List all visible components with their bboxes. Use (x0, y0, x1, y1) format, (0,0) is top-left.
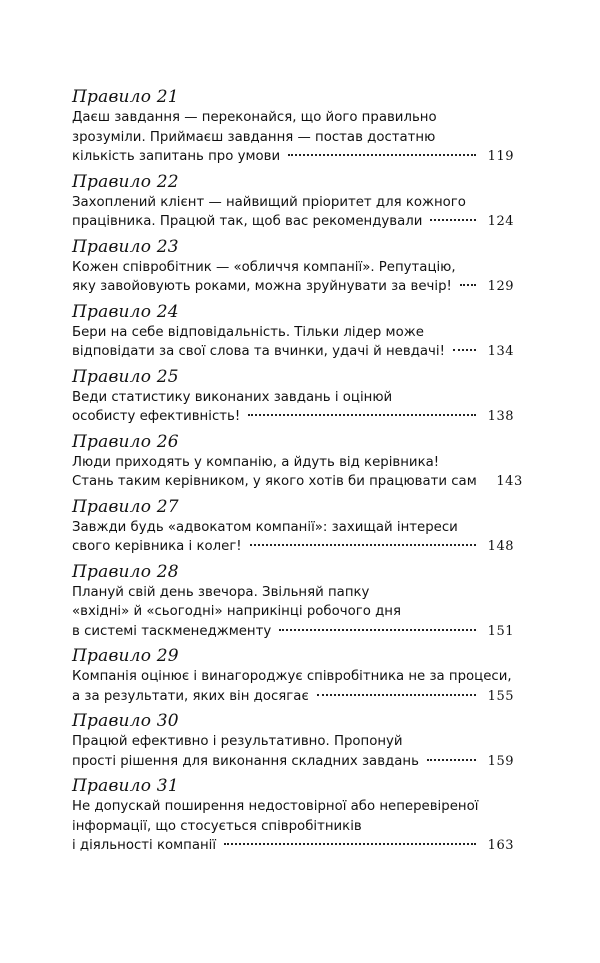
rule-text-line: зрозуміли. Приймаєш завдання — постав достатню (72, 129, 436, 145)
rule-title: Правило 27 (72, 496, 179, 517)
rule-text-line (72, 277, 514, 297)
rule-title: Правило 29 (72, 646, 179, 666)
rule-text-line: Даєш завдання — переконайся, що його правильно (72, 110, 437, 125)
rule-text-line (72, 687, 514, 707)
rule-text: і діяльності компанії (72, 838, 217, 853)
dot-leader (288, 153, 476, 156)
rule-text-line: Працюй ефективно і результативно. Пропонуй (72, 734, 403, 749)
dot-leader (279, 628, 476, 631)
rule-text-line: Плануй свій день звечора. Звільняй папку (72, 584, 370, 600)
rule-text-line: Не допускай поширення недостовірної або неперевіреної (72, 799, 479, 814)
rule-text: відповідати за свої слова та вчинки, удачі й невдачі! (72, 344, 445, 359)
toc-entry[interactable] (72, 86, 514, 167)
rule-title: Правило 24 (72, 301, 179, 322)
page-number: 119 (487, 149, 514, 164)
rule-text: а за результати, яких він досягає (72, 688, 309, 704)
page-number: 163 (487, 838, 514, 853)
page-number: 155 (487, 688, 514, 704)
rule-title: Правило 25 (72, 366, 179, 387)
page-number: 143 (496, 474, 523, 489)
dot-leader (460, 283, 476, 286)
rule-text-line: «вхідні» й «сьогодні» наприкінці робочого дня (72, 604, 401, 619)
rule-text-line (72, 472, 523, 492)
rule-text-line: Бери на себе відповідальність. Тільки лідер може (72, 324, 424, 340)
rule-text: яку завойовують роками, можна зруйнувати за вечір! (72, 279, 452, 294)
page-number: 129 (487, 279, 514, 294)
rule-title: Правило 28 (72, 561, 179, 582)
page-number: 148 (487, 539, 514, 554)
dot-leader (430, 218, 476, 221)
rule-title: Правило 21 (72, 87, 179, 107)
rule-text-line (72, 622, 514, 642)
dot-leader (453, 348, 476, 351)
rule-text-line (72, 147, 514, 167)
rule-text: кількість запитань про умови (72, 149, 281, 164)
rule-text-line: Люди приходять у компанію, а йдуть від керівника! (72, 454, 440, 470)
rule-text: особисту ефективність! (72, 409, 241, 424)
rule-text-line: Кожен співробітник — «обличчя компанії». Репутацію, (72, 259, 456, 275)
rule-text: прості рішення для виконання складних завдань (72, 753, 419, 769)
dot-leader (427, 758, 476, 761)
rule-text-line: інформації, що стосується співробітників (72, 818, 362, 834)
rule-title: Правило 26 (72, 431, 179, 452)
toc-entry[interactable] (72, 171, 514, 232)
rule-text-line: Веди статистику виконаних завдань і оцінюй (72, 389, 393, 405)
dot-leader (317, 693, 476, 696)
rule-text-line: Захоплений клієнт — найвищий пріоритет для кожного (72, 194, 466, 210)
toc-entry[interactable] (72, 301, 514, 362)
rule-title: Правило 30 (72, 711, 179, 731)
rule-text-line: Завжди будь «адвокатом компанії»: захищай інтереси (72, 519, 458, 535)
rule-text-line (72, 537, 514, 557)
toc-entry[interactable] (72, 561, 514, 642)
rule-text: Стань таким керівником, у якого хотів би працювати сам (72, 474, 477, 489)
toc-entry[interactable] (72, 366, 514, 427)
page-number: 134 (487, 344, 514, 359)
dot-leader (224, 842, 476, 845)
dot-leader (248, 413, 476, 416)
rule-text-line: Компанія оцінює і винагороджує співробітника не за процеси, (72, 669, 512, 684)
toc-entry[interactable] (72, 645, 514, 706)
page-number: 151 (487, 623, 514, 639)
rule-text: працівника. Працюй так, щоб вас рекомендували (72, 214, 423, 229)
rule-title: Правило 23 (72, 236, 179, 257)
rule-text-line (72, 836, 514, 856)
rule-text-line (72, 752, 514, 772)
toc-entry[interactable] (72, 431, 523, 492)
rule-text-line (72, 407, 514, 427)
table-of-contents (72, 86, 523, 860)
dot-leader (250, 543, 476, 546)
toc-entry[interactable] (72, 710, 514, 771)
toc-entry[interactable] (72, 496, 514, 557)
rule-title: Правило 22 (72, 171, 179, 192)
toc-entry[interactable] (72, 775, 514, 856)
page-number: 138 (487, 409, 514, 424)
rule-text: свого керівника і колег! (72, 539, 242, 554)
toc-entry[interactable] (72, 236, 514, 297)
rule-title: Правило 31 (72, 776, 179, 796)
page-number: 124 (487, 214, 514, 229)
rule-text-line (72, 342, 514, 362)
rule-text: в системі таскменеджменту (72, 623, 272, 639)
rule-text-line (72, 212, 514, 232)
page-number: 159 (487, 753, 514, 769)
